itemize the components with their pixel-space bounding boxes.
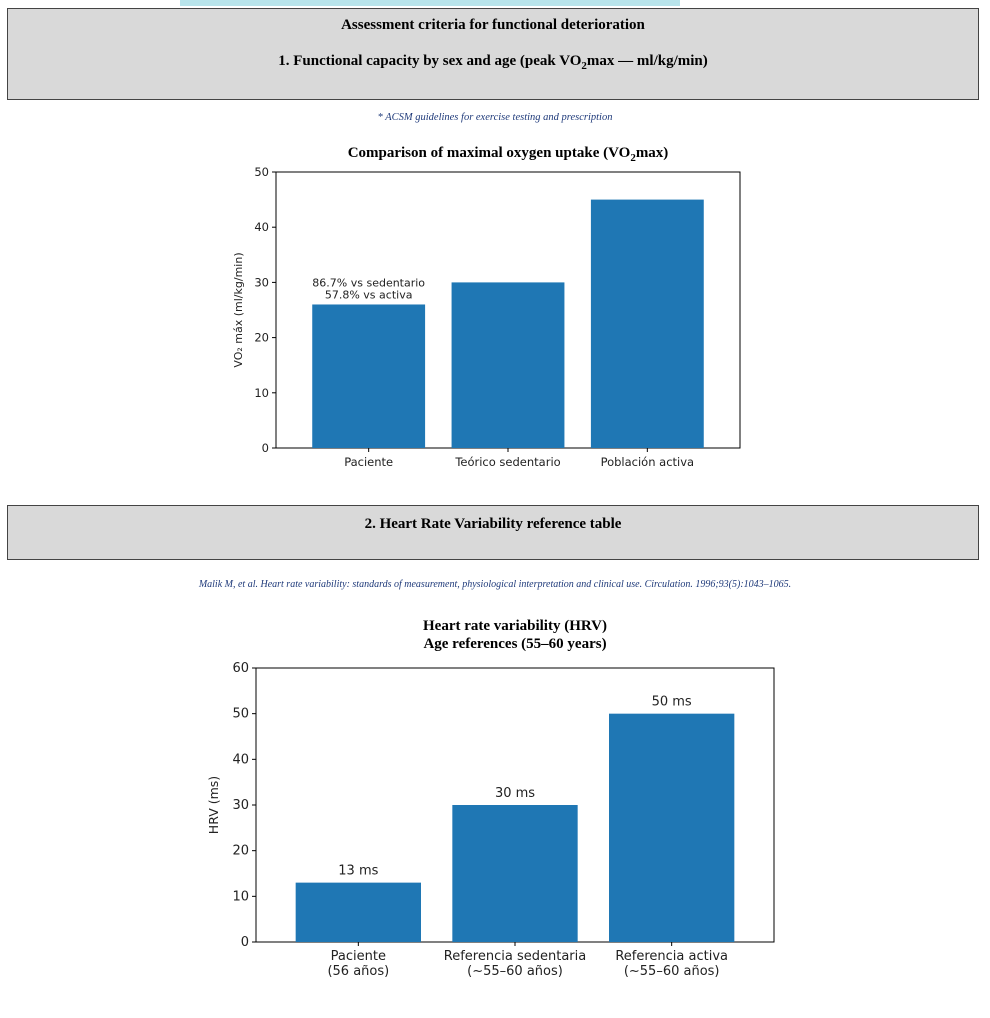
section1-header [7,8,979,100]
decorative-top-band [180,0,680,6]
y-tick-label: 40 [254,220,269,235]
bar-annotation: 57.8% vs activa [324,288,413,302]
section1-title: Assessment criteria for functional deterioration [341,17,645,33]
y-tick-label: 30 [254,275,269,290]
x-tick-label: Paciente [330,949,386,964]
y-axis-label: HRV (ms) [206,775,221,835]
y-tick-label: 60 [232,661,249,676]
section1-subtitle-sub: 2 [581,60,587,72]
hrv-bar-chart [190,612,790,1012]
bar-1 [296,883,421,942]
section2-reference: Malik M, et al. Heart rate variability: standards of measurement, physiological interpretation and clinical use. Circulation. 1996;93(5):1043–1065. [198,579,792,590]
x-tick-label: Población activa [600,455,695,469]
y-axis-label: VO₂ máx (ml/kg/min) [232,252,245,368]
y-tick-label: 0 [261,441,269,455]
y-tick-label: 20 [254,330,269,345]
chart-title: Comparison of maximal oxygen uptake $(VO_2\max)$ [347,145,669,164]
y-tick-label: 20 [232,843,249,859]
y-tick-label: 40 [232,752,249,768]
x-tick-label: Referencia sedentaria [443,949,587,964]
section1-subtitle-suffix: max — ml/kg/min) [586,53,708,69]
bar-2 [452,282,565,448]
y-tick-label: 10 [232,889,249,905]
y-tick-label: 0 [240,935,249,950]
y-tick-label: 30 [232,798,249,813]
chart-title-line-1: Heart rate variability (HRV) [423,618,607,634]
x-tick-label: Referencia activa [615,949,729,964]
section1-subtitle [8,53,978,72]
y-tick-label: 50 [254,165,269,179]
y-tick-label: 10 [254,385,269,400]
bar-value-label: 13 ms [338,863,379,879]
x-tick-label: (~55–60 años) [623,964,720,979]
bar-3 [591,200,704,448]
bar-3 [609,714,734,942]
chart-title-line-2: Age references (55–60 years) [423,636,607,652]
section2-title: 2. Heart Rate Variability reference table [364,516,622,532]
bar-2 [452,805,577,942]
bar-value-label: 30 ms [494,786,536,801]
x-tick-label: (56 años) [327,964,390,979]
vo2max-bar-chart [220,138,760,480]
x-tick-label: Paciente [344,455,394,469]
section1-subtitle-prefix: 1. Functional capacity by sex and age (peak VO [278,53,582,69]
bar-annotation: 86.7% vs sedentario [312,276,426,290]
section2-header [7,505,979,560]
section1-reference: * ACSM guidelines for exercise testing and prescription [377,112,613,123]
x-tick-label: Teórico sedentario [455,455,561,469]
x-tick-label: (~55–60 años) [467,964,563,979]
y-tick-label: 50 [232,706,249,722]
bar-value-label: 50 ms [651,694,692,710]
bar-1 [312,304,425,448]
